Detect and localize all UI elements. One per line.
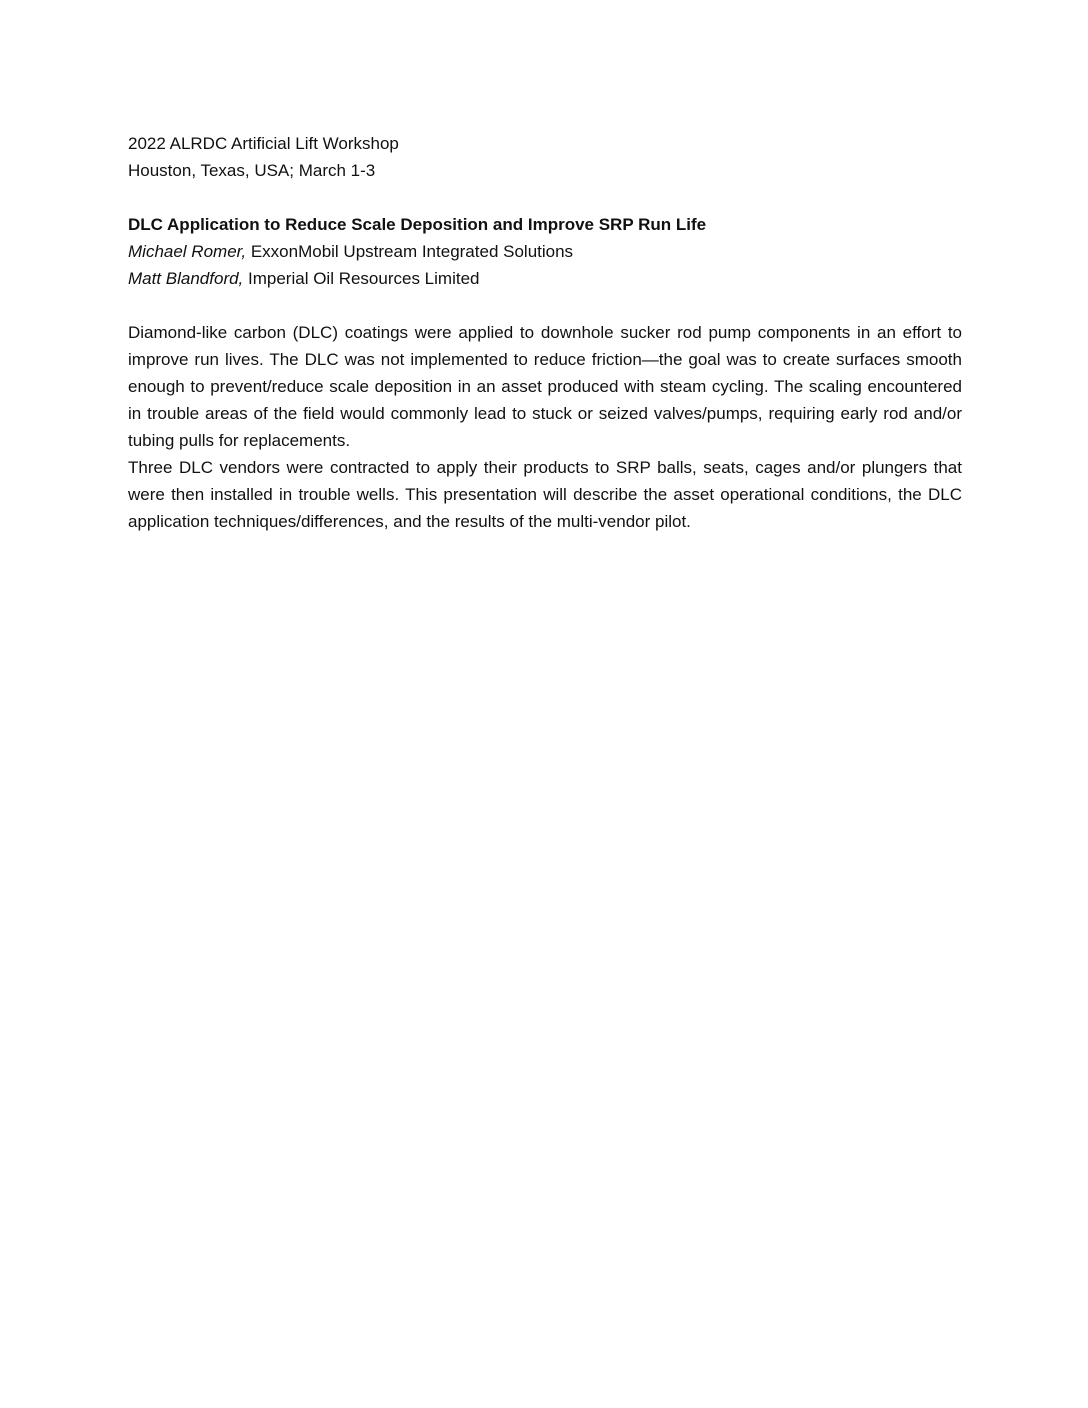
spacer [128, 292, 962, 319]
abstract-paragraph-2: Three DLC vendors were contracted to apply their products to SRP balls, seats, cages and/or plungers that were then installed in trouble wells. This presentation will describe the asset operational conditions, the DLC application techniques/differences, and the results of the multi-vendor pilot. [128, 458, 962, 531]
author-2-affiliation: Imperial Oil Resources Limited [243, 269, 480, 288]
abstract-paragraph-1: Diamond-like carbon (DLC) coatings were applied to downhole sucker rod pump components in an effort to improve run lives. The DLC was not implemented to reduce friction—the goal was to create surfaces smooth enough to prevent/reduce scale deposition in an asset produced with steam cycling. The scaling encountered in trouble areas of the field would commonly lead to stuck or seized valves/pumps, requiring early rod and/or tubing pulls for replacements. [128, 323, 962, 450]
title-author-block [128, 211, 962, 292]
author-line-1 [128, 238, 962, 265]
workshop-header [128, 130, 962, 184]
workshop-location-date: Houston, Texas, USA; March 1-3 [128, 161, 376, 180]
author-2-name: Matt Blandford, [128, 269, 244, 288]
author-1-name: Michael Romer, [128, 242, 247, 261]
paper-title: DLC Application to Reduce Scale Deposition and Improve SRP Run Life [128, 215, 707, 234]
workshop-name: 2022 ALRDC Artificial Lift Workshop [128, 134, 399, 153]
author-1-affiliation: ExxonMobil Upstream Integrated Solutions [246, 242, 574, 261]
author-line-2 [128, 265, 962, 292]
